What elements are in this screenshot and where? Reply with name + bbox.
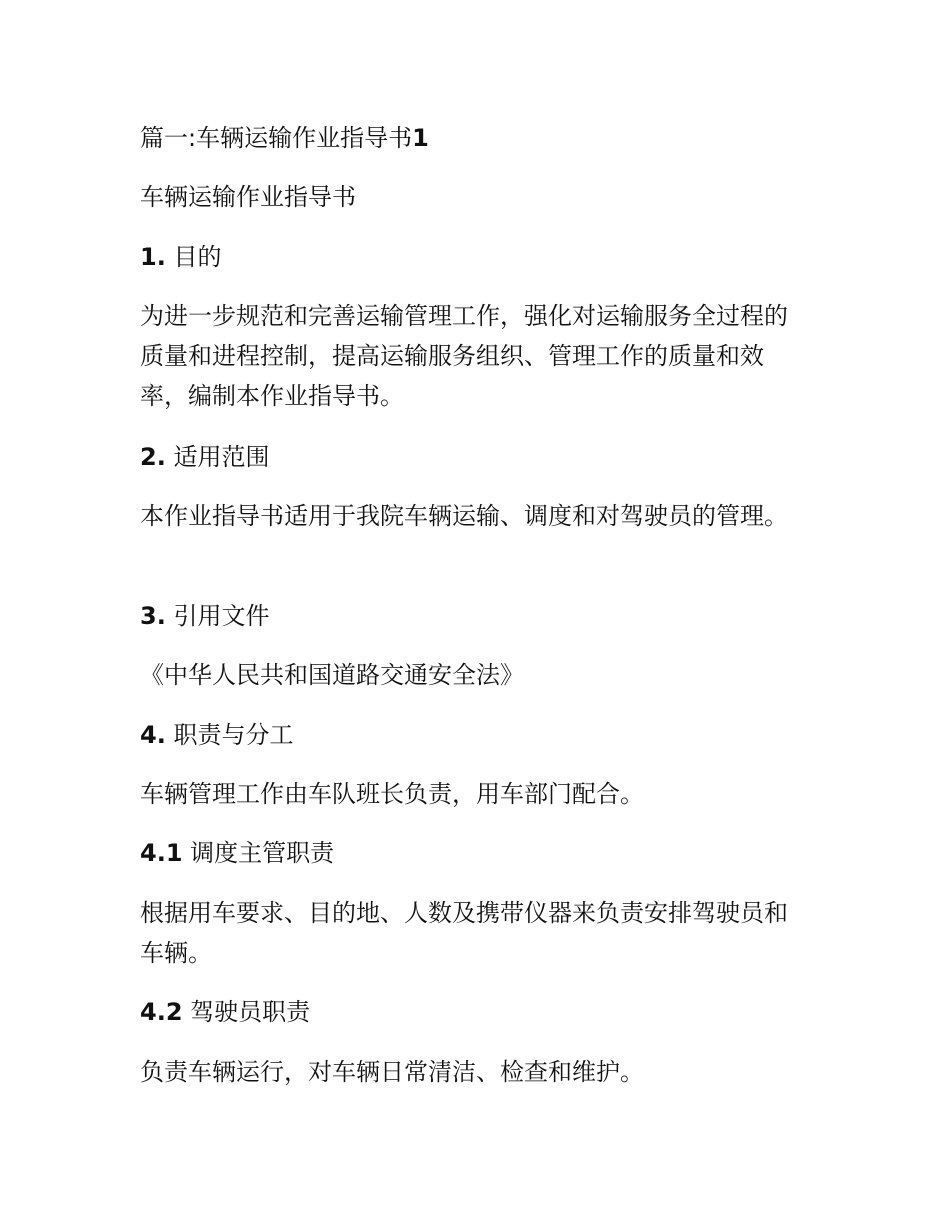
section-number: 1. xyxy=(140,243,166,271)
title-text: 篇一:车辆运输作业指导书 xyxy=(140,124,413,152)
section-body-3: 《中华人民共和国道路交通安全法》 xyxy=(140,661,524,689)
section-heading-4 xyxy=(140,715,810,755)
section-title: 驾驶员职责 xyxy=(190,998,311,1026)
section-body-1: 为进一步规范和完善运输管理工作，强化对运输服务全过程的质量和进程控制，提高运输服务组织、管理工作的质量和效率，编制本作业指导书。 xyxy=(140,302,788,410)
section-body-4: 车辆管理工作由车队班长负责，用车部门配合。 xyxy=(140,780,644,808)
section-title: 引用文件 xyxy=(173,602,270,630)
section-title: 调度主管职责 xyxy=(190,839,335,867)
section-heading-2 xyxy=(140,437,810,477)
section-title: 适用范围 xyxy=(173,443,270,471)
document-title xyxy=(140,118,810,158)
section-heading-3 xyxy=(140,596,810,636)
section-body-4-2: 负责车辆运行，对车辆日常清洁、检查和维护。 xyxy=(140,1058,644,1086)
section-number: 4.1 xyxy=(140,839,183,867)
document-subtitle: 车辆运输作业指导书 xyxy=(140,183,356,211)
section-number: 3. xyxy=(140,602,166,630)
section-number: 4.2 xyxy=(140,998,183,1026)
section-heading-4-1 xyxy=(140,833,810,873)
section-heading-4-2 xyxy=(140,992,810,1032)
section-number: 4. xyxy=(140,721,166,749)
section-body-2: 本作业指导书适用于我院车辆运输、调度和对驾驶员的管理。 xyxy=(140,502,788,530)
section-title: 职责与分工 xyxy=(173,721,294,749)
section-body-4-1: 根据用车要求、目的地、人数及携带仪器来负责安排驾驶员和车辆。 xyxy=(140,899,788,967)
section-title: 目的 xyxy=(173,243,222,271)
section-heading-1 xyxy=(140,237,810,277)
section-number: 2. xyxy=(140,443,166,471)
title-number: 1 xyxy=(412,124,429,152)
